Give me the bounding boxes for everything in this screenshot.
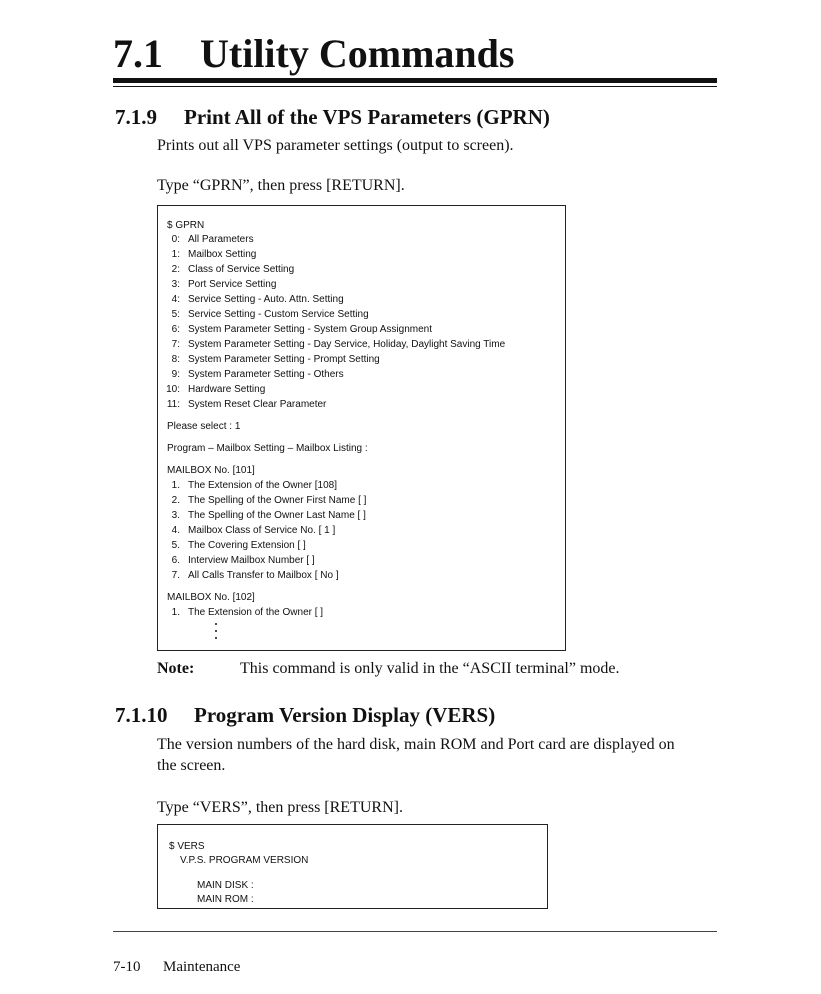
- header-rule-thick: [113, 78, 717, 83]
- chapter-number: 7.1: [113, 31, 163, 76]
- footer-section-label: Maintenance: [163, 959, 241, 975]
- vers-section-number: 7.1.10: [115, 703, 168, 727]
- main-disk-line: MAIN DISK :: [197, 880, 254, 891]
- mailbox-header: MAILBOX No. [101]: [167, 465, 255, 476]
- continuation-dots: [215, 623, 219, 644]
- vers-instruction: Type “VERS”, then press [RETURN].: [157, 799, 403, 816]
- vers-description-line-2: the screen.: [157, 757, 226, 774]
- vers-description-line-1: The version numbers of the hard disk, main ROM and Port card are displayed on: [157, 736, 675, 753]
- select-prompt: Please select : 1: [167, 421, 241, 432]
- header-rule-thin: [113, 86, 717, 87]
- note-text: This command is only valid in the “ASCII terminal” mode.: [240, 660, 620, 677]
- gprn-terminal-box: $ GPRN 0: All Parameters 1: Mailbox Setting 2: Class of Service Setting 3: Port Service Setting 4: Service Setting - Auto. Attn. Setting 5: Service Setting - Custom Service Setting 6: System Parameter Setting - System Group Assignment 7: System Parameter Setting - Day Service, Holiday, Daylight Saving Time 8: System Parameter Setting - Prompt Setting 9: System Parameter Setting - Others 10: Hardware Setting 11: System Reset Clear Parameter Please select : 1 Program – Mailbox Setting – Mailbox Listing : MAILBOX No. [101] 1. The Extension of the Owner [108] 2. The Spelling of the Owner First Name [ ] 3. The Spelling of the Owner Last Name [ ] 4. Mailbox Class of Service No. [ 1 ] 5. The Covering Extension [ ] 6. Interview Mailbox Number [ ] 7. All Calls Transfer to Mailbox [ No ] MAILBOX No. [102] 1. The Extension of the Owner [ ]: [157, 205, 566, 651]
- listing-title: Program – Mailbox Setting – Mailbox Listing :: [167, 443, 368, 454]
- gprn-section-title: Print All of the VPS Parameters (GPRN): [184, 105, 550, 129]
- gprn-description: Prints out all VPS parameter settings (output to screen).: [157, 137, 514, 154]
- mailbox-header: MAILBOX No. [102]: [167, 592, 255, 603]
- gprn-instruction: Type “GPRN”, then press [RETURN].: [157, 177, 405, 194]
- vers-terminal-box: [157, 824, 548, 909]
- page-number: 7-10: [113, 959, 141, 975]
- chapter-title: Utility Commands: [200, 31, 515, 76]
- vers-section-title: Program Version Display (VERS): [194, 703, 496, 727]
- terminal-command: $ VERS: [169, 841, 205, 852]
- note-label: Note:: [157, 660, 195, 677]
- main-rom-line: MAIN ROM :: [197, 894, 254, 905]
- gprn-section-number: 7.1.9: [115, 105, 157, 129]
- program-version-title: V.P.S. PROGRAM VERSION: [180, 855, 309, 866]
- terminal-command: $ GPRN: [167, 220, 205, 231]
- footer-rule: [113, 931, 717, 932]
